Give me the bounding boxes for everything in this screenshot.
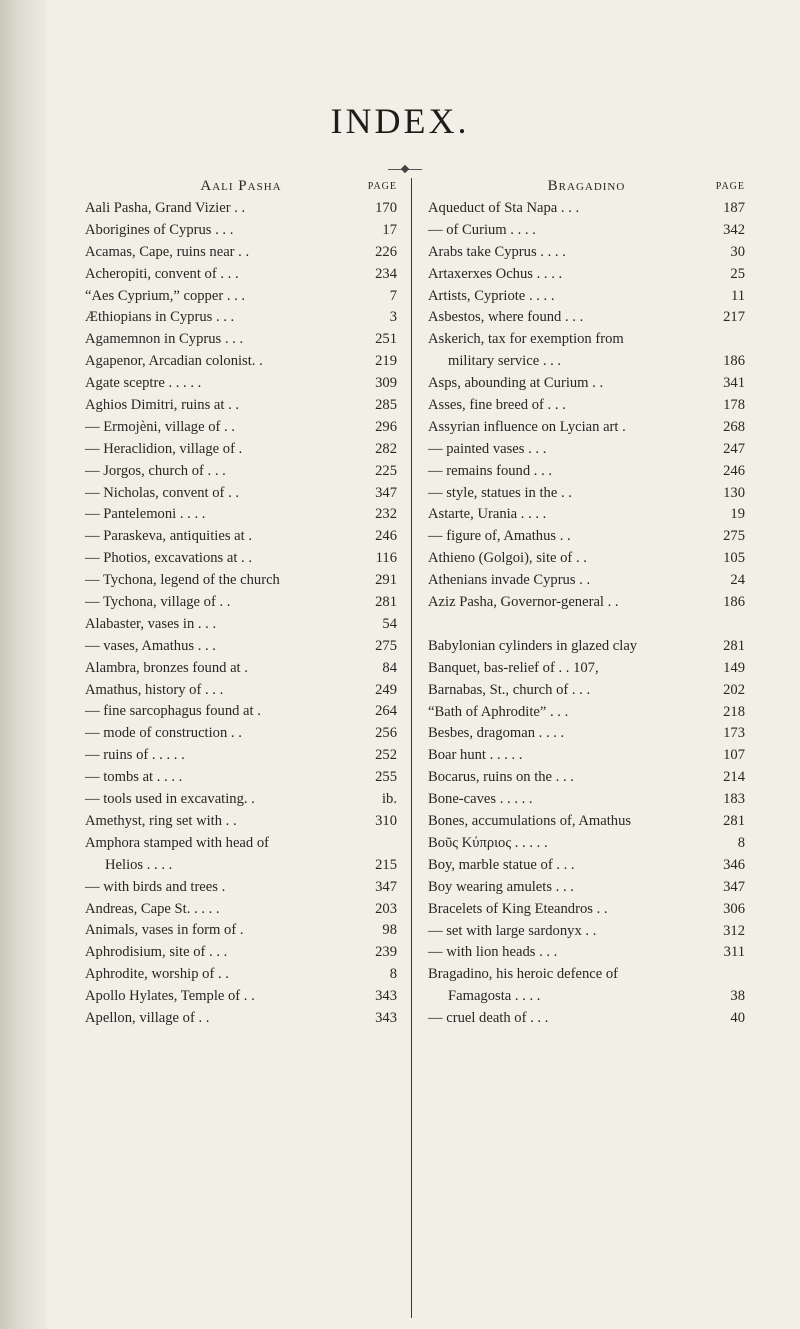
entry-page-number: 183 (723, 791, 745, 808)
index-entry (85, 220, 397, 242)
entry-text: — ruins of . . . . . (85, 747, 185, 764)
entry-page-number: 346 (723, 856, 745, 873)
entry-page-number: 186 (723, 353, 745, 370)
index-entry (428, 548, 745, 570)
right-column (428, 178, 745, 1030)
index-entry (428, 702, 745, 724)
index-entry (428, 833, 745, 855)
index-entry (428, 745, 745, 767)
left-column (85, 178, 397, 1030)
entry-page-number: 24 (730, 572, 745, 589)
entry-page-number: 17 (382, 221, 397, 238)
index-entry (85, 811, 397, 833)
entry-text: Apollo Hylates, Temple of . . (85, 988, 255, 1005)
column-divider (411, 178, 412, 1318)
entry-text: — style, statues in the . . (428, 484, 572, 501)
entry-text: — Nicholas, convent of . . (85, 484, 240, 501)
index-entry (428, 592, 745, 614)
entry-page-number: 343 (375, 988, 397, 1005)
index-entry (428, 658, 745, 680)
entry-text: Helios . . . . (105, 856, 173, 873)
entry-text: Asses, fine breed of . . . (428, 397, 566, 414)
entry-text: Agamemnon in Cyprus . . . (85, 331, 244, 348)
index-entry (428, 373, 745, 395)
entry-page-number: 234 (375, 265, 397, 282)
index-entry (85, 286, 397, 308)
left-page-label: PAGE (367, 181, 397, 192)
entry-text: Andreas, Cape St. . . . . (85, 900, 220, 917)
entry-text: — vases, Amathus . . . (85, 637, 216, 654)
left-head-title: Aali Pasha (200, 178, 282, 194)
index-entry (428, 439, 745, 461)
entry-text: Arabs take Cyprus . . . . (428, 243, 566, 260)
entry-text: Athenians invade Cyprus . . (428, 572, 591, 589)
index-entry (428, 198, 745, 220)
index-entry (85, 986, 397, 1008)
entry-page-number: 251 (375, 331, 397, 348)
index-entry (85, 899, 397, 921)
index-entry (428, 461, 745, 483)
entry-page-number: 38 (730, 988, 745, 1005)
index-entry (85, 395, 397, 417)
section-gap (428, 614, 745, 636)
entry-page-number: 246 (375, 528, 397, 545)
entry-text: Agapenor, Arcadian colonist. . (85, 353, 263, 370)
index-entry (85, 855, 397, 877)
entry-text: Askerich, tax for exemption from (428, 331, 624, 348)
entry-page-number: 178 (723, 397, 745, 414)
entry-text: Amphora stamped with head of (85, 834, 269, 851)
index-entry (428, 855, 745, 877)
entry-text: Boy wearing amulets . . . (428, 878, 574, 895)
entry-page-number: 202 (723, 681, 745, 698)
index-entry (428, 723, 745, 745)
entry-page-number: 225 (375, 462, 397, 479)
entry-page-number: 7 (389, 287, 397, 304)
entry-text: “Bath of Aphrodite” . . . (428, 703, 569, 720)
entry-text: Æthiopians in Cyprus . . . (85, 309, 235, 326)
entry-page-number: 40 (730, 1010, 745, 1027)
index-entry (85, 942, 397, 964)
index-entry (428, 483, 745, 505)
entry-page-number: 217 (723, 309, 745, 326)
entry-text: — with birds and trees . (85, 878, 226, 895)
index-entry (428, 986, 745, 1008)
entry-text: Boy, marble statue of . . . (428, 856, 575, 873)
index-entry (85, 548, 397, 570)
entry-text: Aphrodite, worship of . . (85, 966, 229, 983)
entry-page-number: 214 (723, 769, 745, 786)
entry-page-number: 275 (723, 528, 745, 545)
entry-text: Alabaster, vases in . . . (85, 615, 217, 632)
entry-page-number: 306 (723, 900, 745, 917)
index-entry (85, 964, 397, 986)
entry-page-number: 232 (375, 506, 397, 523)
entry-text: Assyrian influence on Lycian art . (428, 418, 626, 435)
entry-text: Aqueduct of Sta Napa . . . (428, 200, 580, 216)
entry-text: Animals, vases in form of . (85, 922, 244, 939)
index-entry (428, 395, 745, 417)
index-entry (428, 570, 745, 592)
entry-text: — figure of, Amathus . . (428, 528, 571, 545)
index-entry (85, 242, 397, 264)
entry-page-number: 342 (723, 221, 745, 238)
page-edge-shadow (0, 0, 46, 1329)
entry-page-number: 282 (375, 440, 397, 457)
index-entry (85, 614, 397, 636)
entry-page-number: 130 (723, 484, 745, 501)
index-entry (428, 680, 745, 702)
entry-page-number: 215 (375, 856, 397, 873)
entry-text: Famagosta . . . . (448, 988, 541, 1005)
index-entry (85, 264, 397, 286)
entry-text: Athieno (Golgoi), site of . . (428, 550, 587, 567)
index-entry (85, 483, 397, 505)
entry-text: military service . . . (448, 353, 562, 370)
entry-page-number: ib. (382, 791, 397, 808)
entry-page-number: 268 (723, 418, 745, 435)
entry-page-number: 347 (375, 878, 397, 895)
index-entry (85, 329, 397, 351)
index-entry (85, 592, 397, 614)
index-entry (85, 307, 397, 329)
entry-text: Bone-caves . . . . . (428, 791, 533, 808)
entry-text: — with lion heads . . . (428, 944, 558, 961)
index-entry (85, 504, 397, 526)
index-entry (85, 877, 397, 899)
entry-page-number: 11 (730, 287, 745, 304)
entry-page-number: 247 (723, 440, 745, 457)
entry-text: Astarte, Urania . . . . (428, 506, 547, 523)
entry-text: “Aes Cyprium,” copper . . . (85, 287, 246, 304)
entry-text: Alambra, bronzes found at . (85, 659, 248, 676)
entry-text: Asps, abounding at Curium . . (428, 375, 604, 392)
index-entry (428, 264, 745, 286)
entry-page-number: 285 (375, 397, 397, 414)
entry-page-number: 239 (375, 944, 397, 961)
right-head-title: Bragadino (547, 178, 626, 194)
entry-page-number: 275 (375, 637, 397, 654)
entry-text: Acheropiti, convent of . . . (85, 265, 239, 282)
index-entry (428, 789, 745, 811)
entry-page-number: 281 (723, 813, 745, 830)
entry-page-number: 25 (730, 265, 745, 282)
index-entry (85, 723, 397, 745)
index-entry (85, 767, 397, 789)
entry-text: — Tychona, legend of the church (85, 572, 280, 589)
entry-page-number: 149 (723, 659, 745, 676)
entry-text: Apellon, village of . . (85, 1009, 210, 1026)
entry-page-number: 219 (375, 353, 397, 370)
entry-text: — fine sarcophagus found at . (85, 703, 261, 720)
entry-text: — tools used in excavating. . (85, 791, 255, 808)
index-entry (85, 570, 397, 592)
entry-text: Banquet, bas-relief of . . 107, (428, 659, 599, 676)
entry-page-number: 310 (375, 812, 397, 829)
index-entry (428, 307, 745, 329)
entry-text: Bones, accumulations of, Amathus (428, 813, 632, 830)
entry-page-number: 311 (723, 944, 745, 961)
entry-text: Boar hunt . . . . . (428, 747, 523, 764)
entry-page-number: 173 (723, 725, 745, 742)
entry-page-number: 226 (375, 243, 397, 260)
entry-text: Bracelets of King Eteandros . . (428, 900, 608, 917)
entry-page-number: 312 (723, 922, 745, 939)
entry-text: — remains found . . . (428, 462, 553, 479)
entry-page-number: 3 (389, 309, 397, 326)
right-entry-list (428, 198, 745, 1030)
entry-text: — mode of construction . . (85, 725, 242, 742)
entry-text: — Tychona, village of . . (85, 594, 231, 611)
entry-page-number: 30 (730, 243, 745, 260)
entry-text: — Jorgos, church of . . . (85, 462, 226, 479)
entry-text: Artaxerxes Ochus . . . . (428, 265, 563, 282)
entry-page-number: 107 (723, 747, 745, 764)
index-entry (85, 745, 397, 767)
entry-page-number: 291 (375, 572, 397, 589)
entry-text: Besbes, dragoman . . . . (428, 725, 565, 742)
index-entry (428, 636, 745, 658)
entry-text: Asbestos, where found . . . (428, 309, 584, 326)
ornament-icon (401, 165, 409, 173)
index-entry (428, 767, 745, 789)
index-entry (85, 789, 397, 811)
entry-page-number: 296 (375, 418, 397, 435)
entry-page-number: 341 (723, 375, 745, 392)
entry-text: Bragadino, his heroic defence of (428, 966, 619, 983)
entry-page-number: 105 (723, 550, 745, 567)
index-entry (428, 811, 745, 833)
index-entry (428, 286, 745, 308)
entry-page-number: 252 (375, 747, 397, 764)
entry-text: — set with large sardonyx . . (428, 922, 597, 939)
entry-page-number: 19 (730, 506, 745, 523)
entry-page-number: 256 (375, 725, 397, 742)
entry-text: Βοῦς Κύπριος . . . . . (428, 834, 548, 851)
index-entry (85, 439, 397, 461)
entry-page-number: 116 (375, 550, 397, 567)
entry-page-number: 8 (737, 834, 745, 851)
entry-text: Aghios Dimitri, ruins at . . (85, 397, 240, 414)
entry-text: Barnabas, St., church of . . . (428, 681, 591, 698)
entry-text: Bocarus, ruins on the . . . (428, 769, 574, 786)
index-entry (428, 942, 745, 964)
entry-page-number: 98 (382, 922, 397, 939)
index-entry (428, 351, 745, 373)
index-entry (85, 658, 397, 680)
index-entry (85, 417, 397, 439)
entry-text: Amethyst, ring set with . . (85, 812, 237, 829)
index-entry (428, 526, 745, 548)
index-entry (85, 373, 397, 395)
entry-page-number: 8 (389, 966, 397, 983)
entry-text: — Photios, excavations at . . (85, 550, 252, 567)
index-entry (85, 701, 397, 723)
right-page-label: PAGE (715, 181, 745, 192)
entry-page-number: 281 (723, 637, 745, 654)
entry-text: Aali Pasha, Grand Vizier . . (85, 200, 246, 216)
index-entry (85, 461, 397, 483)
index-entry (428, 921, 745, 943)
index-entry (428, 220, 745, 242)
entry-text: — Heraclidion, village of . (85, 440, 243, 457)
index-entry (85, 526, 397, 548)
entry-text: Acamas, Cape, ruins near . . (85, 243, 250, 260)
entry-page-number: 187 (723, 200, 745, 216)
entry-text: Artists, Cypriote . . . . (428, 287, 555, 304)
index-entry (428, 329, 745, 351)
index-entry (85, 920, 397, 942)
entry-page-number: 54 (382, 615, 397, 632)
entry-text: — Paraskeva, antiquities at . (85, 528, 252, 545)
entry-page-number: 347 (723, 878, 745, 895)
entry-page-number: 84 (382, 659, 397, 676)
entry-text: — cruel death of . . . (428, 1010, 549, 1027)
entry-text: Amathus, history of . . . (85, 681, 224, 698)
index-entry (428, 417, 745, 439)
entry-page-number: 246 (723, 462, 745, 479)
entry-page-number: 255 (375, 769, 397, 786)
left-entry-list (85, 198, 397, 1030)
entry-text: Babylonian cylinders in glazed clay (428, 637, 638, 654)
entry-page-number: 309 (375, 375, 397, 392)
entry-text: — Ermojèni, village of . . (85, 418, 235, 435)
entry-page-number: 203 (375, 900, 397, 917)
index-entry (85, 1008, 397, 1030)
entry-page-number: 218 (723, 703, 745, 720)
entry-text: — painted vases . . . (428, 440, 547, 457)
index-entry (85, 833, 397, 855)
entry-page-number: 264 (375, 703, 397, 720)
entry-page-number: 281 (375, 594, 397, 611)
index-entry (428, 1008, 745, 1030)
entry-page-number: 249 (375, 681, 397, 698)
index-entry (85, 351, 397, 373)
index-entry (428, 877, 745, 899)
index-entry (85, 198, 397, 220)
entry-page-number: 343 (375, 1009, 397, 1026)
index-entry (428, 964, 745, 986)
entry-text: Agate sceptre . . . . . (85, 375, 202, 392)
entry-text: Aborigines of Cyprus . . . (85, 221, 234, 238)
right-running-head (428, 178, 745, 198)
entry-text: Aphrodisium, site of . . . (85, 944, 228, 961)
index-entry (85, 680, 397, 702)
entry-page-number: 347 (375, 484, 397, 501)
entry-text: Aziz Pasha, Governor-general . . (428, 594, 619, 611)
index-entry (428, 899, 745, 921)
entry-text: — Pantelemoni . . . . (85, 506, 206, 523)
page-title: INDEX. (330, 101, 470, 141)
entry-text: — of Curium . . . . (428, 221, 536, 238)
left-running-head (85, 178, 397, 198)
index-entry (428, 242, 745, 264)
index-entry (85, 636, 397, 658)
entry-page-number: 186 (723, 594, 745, 611)
entry-page-number: 170 (375, 200, 397, 216)
index-entry (428, 504, 745, 526)
entry-text: — tombs at . . . . (85, 769, 183, 786)
